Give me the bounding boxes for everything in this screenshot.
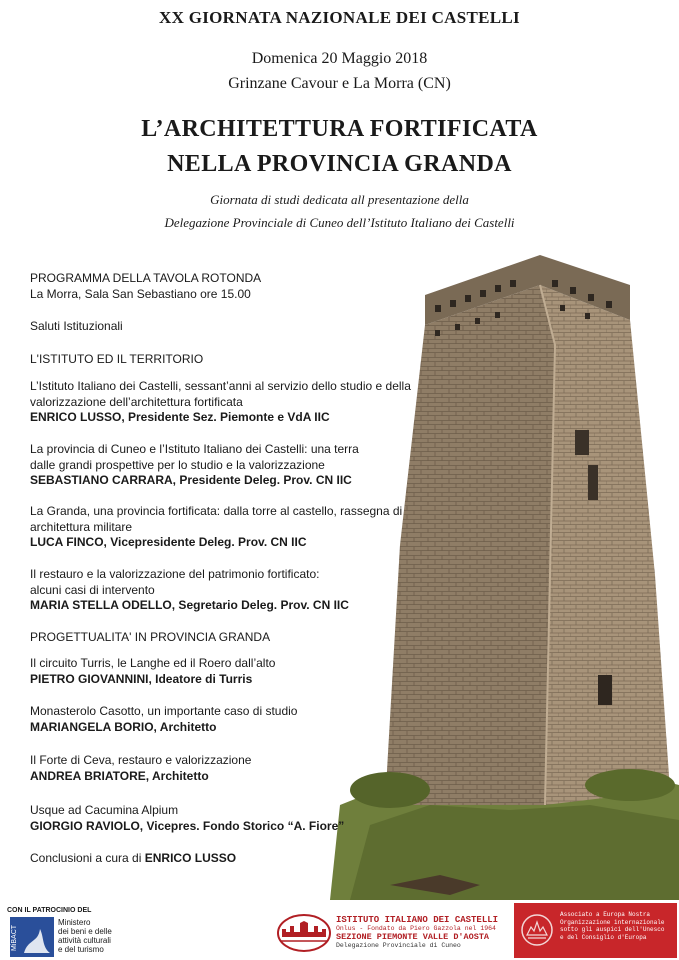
greetings: Saluti Istituzionali <box>30 319 123 333</box>
talk-item <box>30 656 410 687</box>
talk-title-line: La provincia di Cuneo e l’Istituto Italiano dei Castelli: una terra <box>30 442 359 456</box>
europa-nostra-emblem <box>520 913 554 947</box>
talk-speaker: MARIANGELA BORIO, Architetto <box>30 719 217 734</box>
section-heading: PROGETTUALITA' IN PROVINCIA GRANDA <box>30 630 271 644</box>
talk-speaker: SEBASTIANO CARRARA, Presidente Deleg. Prov. CN IIC <box>30 473 352 487</box>
talk-title-line: valorizzazione dell’architettura fortificata <box>30 394 243 409</box>
program-heading: PROGRAMMA DELLA TAVOLA ROTONDA La Morra, Sala San Sebastiano ore 15.00 <box>30 271 410 302</box>
talk-title-line: dalle grandi prospettive per lo studio e la valorizzazione <box>30 457 325 472</box>
talk-item <box>30 704 410 735</box>
talk-speaker: MARIA STELLA ODELLO, Segretario Deleg. Prov. CN IIC <box>30 598 349 612</box>
talk-speaker: PIETRO GIOVANNINI, Ideatore di Turris <box>30 671 253 686</box>
section-heading: L'ISTITUTO ED IL TERRITORIO <box>30 352 204 366</box>
subtitle-line2: Delegazione Provinciale di Cuneo dell’Istituto Italiano dei Castelli <box>164 215 515 230</box>
event-place: Grinzane Cavour e La Morra (CN) <box>228 75 451 92</box>
europa-nostra-text: Associato a Europa Nostra Organizzazione internazionale sotto gli auspici dell'Unesco e del Consiglio d'Europa <box>560 911 665 941</box>
talk-title-line: architettura militare <box>30 519 133 534</box>
mibact-logo <box>10 917 54 957</box>
conclusions: Conclusioni a cura di ENRICO LUSSO <box>30 851 237 865</box>
talk-title-line: Il restauro e la valorizzazione del patrimonio fortificato: <box>30 567 320 581</box>
talk-item <box>30 567 410 614</box>
event-date: Domenica 20 Maggio 2018 <box>251 50 428 67</box>
talk-title-line: L’Istituto Italiano dei Castelli, sessant’anni al servizio dello studio e della <box>30 379 411 393</box>
talk-item <box>30 803 410 834</box>
talk-title-line: Monasterolo Casotto, un importante caso di studio <box>30 704 298 718</box>
castle-logo <box>276 913 332 953</box>
iic-delegation: Delegazione Provinciale di Cuneo <box>336 942 461 949</box>
talk-title-line: La Granda, una provincia fortificata: dalla torre al castello, rassegna di <box>30 504 403 518</box>
europa-nostra-badge <box>514 903 677 958</box>
mibact-text: Ministero dei beni e delle attività culturali e del turismo <box>58 918 112 954</box>
conclusions-speaker: ENRICO LUSSO <box>144 851 237 865</box>
talk-title-line: Il circuito Turris, le Langhe ed il Roero dall’alto <box>30 656 276 670</box>
event-title: XX GIORNATA NAZIONALE DEI CASTELLI <box>159 8 520 27</box>
footer <box>0 900 679 960</box>
talk-item <box>30 379 410 426</box>
iic-name: ISTITUTO ITALIANO DEI CASTELLI <box>336 915 499 925</box>
iic-text <box>336 915 498 949</box>
program-venue: La Morra, Sala San Sebastiano ore 15.00 <box>30 286 251 301</box>
talk-item <box>30 442 410 489</box>
iic-onlus: Onlus - Fondato da Piero Gazzola nel 1964 <box>336 925 496 932</box>
talk-title-line: Il Forte di Ceva, restauro e valorizzazione <box>30 753 252 767</box>
talk-speaker: ENRICO LUSSO, Presidente Sez. Piemonte e VdA IIC <box>30 410 330 424</box>
main-title-line2: NELLA PROVINCIA GRANDA <box>167 151 512 177</box>
talk-title-line: Usque ad Cacumina Alpium <box>30 803 179 817</box>
main-title-line1: L’ARCHITETTURA FORTIFICATA <box>141 116 538 142</box>
talk-speaker: GIORGIO RAVIOLO, Vicepres. Fondo Storico “A. Fiore” <box>30 818 345 833</box>
talk-item <box>30 504 410 551</box>
subtitle-line1: Giornata di studi dedicata all presentazione della <box>210 192 469 207</box>
patronage-label: CON IL PATROCINIO DEL <box>7 907 92 914</box>
iic-section: SEZIONE PIEMONTE VALLE D'AOSTA <box>336 932 490 942</box>
talk-speaker: ANDREA BRIATORE, Architetto <box>30 768 209 783</box>
svg-text:MiBACT: MiBACT <box>11 924 18 951</box>
talk-item <box>30 753 410 784</box>
talk-title-line: alcuni casi di intervento <box>30 582 155 597</box>
talk-speaker: LUCA FINCO, Vicepresidente Deleg. Prov. CN IIC <box>30 535 307 549</box>
